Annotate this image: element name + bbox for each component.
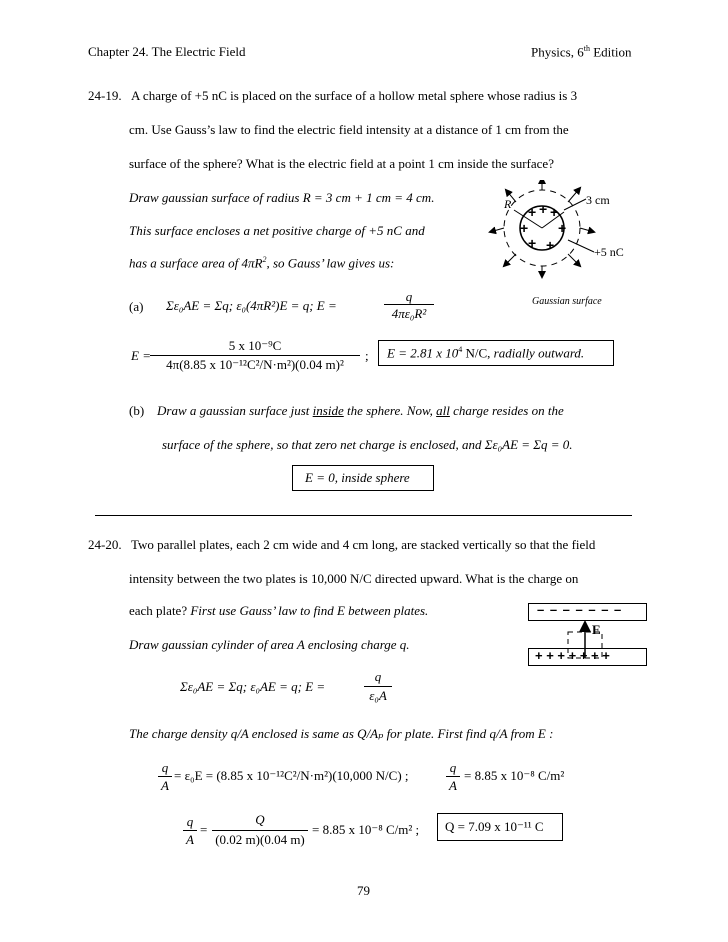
problem-19-line2: cm. Use Gauss’s law to find the electric field intensity at a distance of 1 cm from the [129,122,569,137]
answer-a-mid: N/C, [462,345,494,361]
e-label: E = [131,348,151,363]
qa-rhs: = ε₀E = (8.85 x 10⁻¹²C²/N·m²)(10,000 N/C) ; [174,768,409,783]
problem-19-line1: A charge of +5 nC is placed on the surface of a hollow metal sphere whose radius is 3 [131,88,578,103]
answer-b: E = 0, inside sphere [305,470,410,485]
field-arrow-upright [568,188,580,202]
fig-caption: Gaussian surface [532,296,602,307]
q-frac-den: (0.02 m)(0.04 m) [215,832,305,847]
page-number: 79 [357,883,370,898]
header-right-main: Physics, 6 [531,44,584,60]
answer-a-sup: 4 [458,345,463,354]
negative-charges: – – – – – – – [537,602,623,617]
b-line2: surface of the sphere, so that zero net charge is enclosed, and Σε₀AE = Σq = 0. [162,437,573,452]
q-frac-num: Q [255,812,265,827]
b-line1-c: charge resides on the [449,403,564,418]
problem-20-line3 [129,603,428,619]
answer-a-it: radially outward. [493,345,585,361]
qa-fracline [158,776,172,777]
p20-eq1-num: q [374,669,382,684]
answer-a-pre: E = 2.81 x 10 [387,345,459,361]
b-line1 [157,403,564,419]
q-lhs-den: A [186,832,194,847]
part-b-label: (b) [129,403,145,418]
plus-3: + [550,204,559,220]
q-rhs: = 8.85 x 10⁻⁸ C/m² ; [312,822,420,837]
eq-a-fracline [384,304,434,305]
plates-field-arrow [560,618,610,660]
fig-label-3cm: 3 cm [586,193,610,207]
q-eq-sign: = [200,822,208,837]
header-right-sup: th [583,44,590,53]
answer-20: Q = 7.09 x 10⁻¹¹ C [445,819,544,834]
field-arrow-right [580,228,594,232]
field-arrow-left [490,228,504,232]
answer-20-box [437,813,563,841]
draw3-sup: 2 [262,255,267,264]
plus-6: + [528,235,537,251]
qa-den: A [161,778,169,793]
header-right-end: Edition [589,44,632,60]
b-line1-a: Draw a gaussian surface just [157,403,313,418]
draw3-a: has a surface area of 4πR [129,255,263,271]
problem-19-draw3 [129,255,394,271]
problem-19-number: 24-19. [88,88,122,103]
plus-2: + [539,201,548,217]
p20-density: The charge density q/A enclosed is same as Q/Aₚ for plate. First find q/A from E : [129,726,554,741]
eq-a: Σε₀AE = Σq; ε₀(4πR²)E = q; E = [166,298,337,313]
e-fracline [150,355,360,356]
fig-label-5nC: +5 nC [594,245,624,259]
pointer-3cm [564,199,586,210]
qa2-fracline [446,776,460,777]
fig-label-R: R [504,197,512,211]
answer-a-box [378,340,614,366]
line3-b: First use Gauss’ law to find E between plates. [190,603,429,618]
p20-eq1-den: ε₀A [369,688,387,703]
plates-label-E: E [592,622,601,637]
positive-charges: + + + + + + + [535,648,610,663]
qa2-rhs: = 8.85 x 10⁻⁸ C/m² [464,768,565,783]
e-den: 4π(8.85 x 10⁻¹²C²/N·m²)(0.04 m)² [166,357,344,372]
eq-a-num: q [405,289,413,304]
qa2-num: q [449,760,457,775]
b-line1-u: inside [312,403,344,418]
header-left: Chapter 24. The Electric Field [88,44,246,59]
plus-7: + [546,237,555,253]
problem-19-line3: surface of the sphere? What is the electric field at a point 1 cm inside the surface? [129,156,554,171]
b-line1-b: the sphere. Now, [343,403,437,418]
p20-eq1-fracline [364,686,392,687]
problem-19-draw1: Draw gaussian surface of radius R = 3 cm + 1 cm = 4 cm. [129,190,435,205]
plus-5: + [558,220,567,236]
q-lhs-num: q [186,814,194,829]
sphere-figure [484,180,634,310]
plus-4: + [520,220,529,236]
qa2-den: A [449,778,457,793]
line3-a: each plate? [129,603,191,618]
problem-20-line1: Two parallel plates, each 2 cm wide and 4 cm long, are stacked vertically so that the field [131,537,596,552]
problem-20-line2: intensity between the two plates is 10,000 N/C directed upward. What is the charge on [129,571,579,586]
pointer-5nc [568,240,594,252]
field-arrowhead-E [579,620,591,632]
eq-a-den: 4πε₀R² [391,306,427,321]
answer-b-box [292,465,434,491]
header-right [531,44,632,60]
q-frac-line [212,830,308,831]
field-arrow-downleft [504,254,516,266]
problem-19-draw2: This surface encloses a net positive charge of +5 nC and [129,223,425,238]
e-num: 5 x 10⁻⁹C [228,338,282,353]
q-lhs-fracline [183,830,197,831]
p20-eq1: Σε₀AE = Σq; ε₀AE = q; E = [180,679,326,694]
qa-num: q [161,760,169,775]
draw3-b: , so Gauss’ law gives us: [266,255,395,271]
field-arrow-downright [568,254,580,266]
problem-20-line4: Draw gaussian cylinder of area A enclosing charge q. [129,637,410,652]
problem-20-number: 24-20. [88,537,122,552]
answer-a [387,345,584,361]
plus-1: + [528,204,537,220]
part-a-label: (a) [129,299,144,314]
section-divider [95,515,632,516]
b-line1-u2: all [436,403,450,418]
e-semicolon: ; [365,348,369,363]
